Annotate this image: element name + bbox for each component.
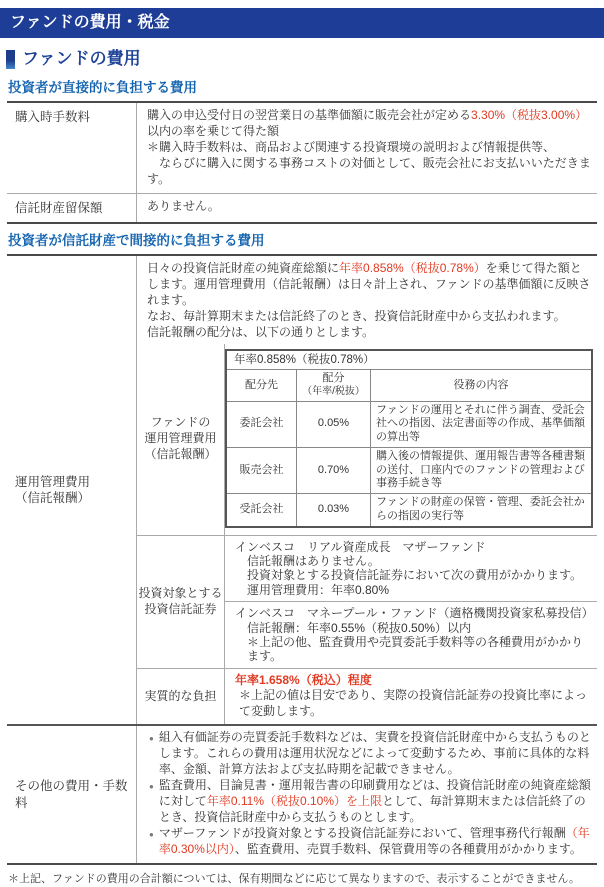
bullet-icon: ● [149,830,154,840]
management-fee-paragraph [137,256,597,344]
bullet-text [159,778,592,826]
bullet-icon: ● [149,782,154,792]
table-row [7,193,597,223]
fund-name: インベスコ リアル資産成長 マザーファンド [235,539,486,554]
text: 日々の投資信託財産の純資産総額に [147,261,340,276]
paragraph-line: 信託報酬の配分は、以下の通りとします。 [147,324,375,339]
management-fee-content [137,256,597,724]
allocation-row [227,493,591,526]
rate-cell: 0.70% [297,448,371,493]
fund-fees-header-label: ファンドの費用 [22,49,141,69]
highlighted-rate: 年率0.858%（税抜0.78%） [339,261,486,276]
header-line: 配分 [322,372,345,385]
fund-fees-header [6,48,604,71]
text: として、毎計算期末または信託終了のとき、投資信託財産中から支払うものとします。 [158,794,586,825]
fund-name: インベスコ マネープール・ファンド（適格機関投資家私募投信） [235,606,594,621]
label-line: ファンドの [150,415,211,430]
column-header-service: 役務の内容 [453,378,509,391]
bullet-text: 組入有価証券の売買委託手数料などは、実費を投資信託財産中から支払うものとします。これらの費用は運用状況などによって変動するため、事前に具体的な料率、金額、計算方法および支払時期を記載できません。 [158,730,591,777]
effective-burden-subrow [137,668,597,725]
retention-label: 信託財産留保額 [7,194,137,223]
paragraph-sentence [147,261,592,309]
service-cell: 購入後の情報提供、運用報告書等各種書類の送付、口座内でのファンドの管理および事務手続き等 [376,449,585,490]
text: マザーファンドが投資対象とする投資信託証券において、管理事務代行報酬 [158,826,566,841]
party-cell: 委託会社 [227,402,297,447]
management-fee-row [7,256,597,724]
paragraph-line: なお、毎計算期末または信託終了のとき、投資信託財産中から支払われます。 [147,309,566,324]
allocation-table [225,349,593,528]
fund-b-block [225,601,597,668]
section-marker-icon [6,50,15,69]
rate-cell: 0.03% [297,494,371,526]
allocation-row [227,402,591,447]
bullet-item [149,730,592,778]
label-line: 運用管理費用 [15,474,91,489]
text: を乗じて得た額とします。運用管理費用（信託報酬）は日々計上され、ファンドの基準価額に反映されます。 [147,261,591,308]
other-fees-label: その他の費用・手数料 [7,726,137,863]
indirect-costs-table [7,254,597,865]
text: 監査費用、目論見書・運用報告書の印刷費用などは、投資信託財産の純資産総額に対して [158,778,591,809]
label-line: 投資信託証券 [144,601,217,616]
bullet-icon: ● [149,734,154,744]
bullet-item [149,826,592,858]
management-fee-label [7,256,137,724]
direct-costs-table [7,101,597,224]
page-title-bar [0,8,604,38]
purchase-fee-content [137,103,597,193]
allocation-subrow [137,344,597,535]
label-line: 投資対象とする [138,585,223,600]
target-funds-subrow [137,535,597,668]
allocation-sublabel [137,344,225,535]
other-fees-content [137,726,597,863]
effective-rate-note: ＊上記の値は目安であり、実際の投資信託証券の投資比率によって変動します。 [239,688,588,718]
party-cell: 受託会社 [227,494,297,526]
fund-detail-line: 投資対象とする投資信託証券において次の費用がかかります。 [247,568,583,583]
allocation-row [227,447,591,493]
label-line: 運用管理費用 [144,431,217,446]
fund-detail-line: ＊上記の他、監査費用や売買委託手数料等の各種費用がかかります。 [247,634,584,664]
retention-content: ありません。 [147,198,220,213]
table-row [7,103,597,193]
label-line: （信託報酬） [144,447,217,462]
service-cell: ファンドの運用とそれに伴う調査、受託会社への指図、法定書面等の作成、基準価額の算出等 [376,403,585,444]
effective-burden-content [225,669,597,725]
fund-detail-line: 運用管理費用：年率0.80% [247,582,390,597]
highlighted-rate: （年率0.30%以内） [158,826,590,857]
label-line: （信託報酬） [15,491,91,506]
direct-costs-heading: 投資者が直接的に負担する費用 [8,79,197,95]
service-cell: ファンドの財産の保管・管理、委託会社からの指図の実行等 [376,496,585,522]
text: 購入の申込受付日の翌営業日の基準価額に販売会社が定める [147,107,472,122]
purchase-fee-text [147,108,592,140]
bullet-text [159,826,592,858]
effective-rate: 年率1.658%（税込）程度 [235,672,372,687]
rate-cell: 0.05% [297,402,371,447]
target-funds-sublabel [137,536,225,668]
text: 以内の率を乗じて得た額 [147,123,280,138]
fund-a-block [225,536,597,602]
allocation-total-rate: 年率0.858%（税抜0.78%） [227,351,591,370]
other-fees-row [7,724,597,863]
allocation-content [225,344,597,535]
header-line: （年率/税抜） [302,386,365,398]
page-title: ファンドの費用・税金 [10,14,170,31]
column-header-party: 配分先 [227,370,297,400]
allocation-header-row [227,370,591,401]
highlighted-rate: 3.30%（税抜3.00%） [471,107,588,122]
purchase-fee-note-line2: ならびに購入に関する事務コストの対価として、販売会社にお支払いいただきます。 [147,155,591,186]
page-footnote: ＊上記、ファンドの費用の合計額については、保有期間などに応じて異なりますので、表示することができません。 [8,873,580,886]
highlighted-rate: 年率0.11%（税抜0.10%）を上限 [206,794,383,809]
target-funds-content [225,536,597,668]
column-header-rate [297,370,371,400]
effective-burden-sublabel: 実質的な負担 [137,669,225,725]
party-cell: 販売会社 [227,448,297,493]
fund-detail-line: 信託報酬はありません。 [247,553,380,568]
purchase-fee-label: 購入時手数料 [7,103,137,193]
fund-detail-line: 信託報酬：年率0.55%（税抜0.50%）以内 [247,620,472,635]
text: 、監査費用、売買手数料、保管費用等の各種費用がかかります。 [234,842,582,857]
indirect-costs-heading: 投資者が信託財産で間接的に負担する費用 [8,233,265,249]
purchase-fee-note-line1: ＊購入時手数料は、商品および関連する投資環境の説明および情報提供等、 [147,139,556,154]
bullet-item [149,778,592,826]
